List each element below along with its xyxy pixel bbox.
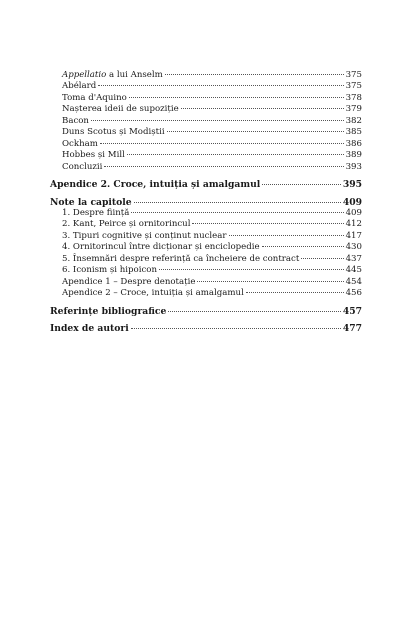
dot-leader (91, 120, 344, 121)
dot-leader (131, 212, 343, 213)
dot-leader (192, 223, 343, 224)
toc-heading (50, 306, 362, 317)
toc-heading-title: Note la capitole (50, 196, 132, 208)
toc-entry-title: Toma d'Aquino (62, 92, 127, 103)
toc-entry (50, 139, 362, 150)
table-of-contents (50, 70, 362, 335)
dot-leader (159, 269, 344, 270)
toc-page-number: 389 (345, 150, 362, 161)
toc-entry (50, 150, 362, 161)
toc-page-number: 379 (345, 104, 362, 115)
dot-leader (168, 311, 340, 312)
dot-leader (104, 166, 343, 167)
toc-entry-title: 1. Despre ființă (62, 207, 130, 218)
toc-page-number: 375 (345, 70, 362, 80)
toc-entry-title: Bacon (62, 115, 89, 126)
dot-leader (98, 85, 343, 86)
toc-heading-title: Apendice 2. Croce, intuiția și amalgamul (50, 179, 261, 191)
toc-page-number: 409 (345, 207, 362, 218)
toc-page-number: 412 (345, 219, 362, 230)
toc-entry (50, 127, 362, 138)
toc-entry (50, 277, 362, 288)
toc-page-number: 395 (342, 179, 362, 191)
toc-entry (50, 162, 362, 173)
toc-entry (50, 104, 362, 115)
toc-page-number: 454 (345, 276, 362, 287)
dot-leader (246, 292, 344, 293)
toc-entry-title: 3. Tipuri cognitive și conținut nuclear (62, 230, 227, 241)
dot-leader (301, 258, 343, 259)
toc-heading (50, 197, 362, 208)
toc-entry (50, 93, 362, 104)
toc-entry-title: Hobbes și Mill (62, 150, 125, 161)
toc-entry (50, 70, 362, 81)
toc-page-number: 385 (345, 127, 362, 138)
toc-entry-title: 5. Însemnări despre referință ca încheiere de contract (62, 253, 300, 264)
toc-entry-title: 2. Kant, Peirce și ornitorincul (62, 219, 191, 230)
toc-entry-title: 4. Ornitorincul între dicționar și enciclopedie (62, 242, 260, 253)
dot-leader (197, 281, 343, 282)
toc-page-number: 456 (345, 288, 362, 299)
dot-leader (127, 154, 344, 155)
toc-page-number: 409 (342, 196, 362, 208)
dot-leader (181, 108, 344, 109)
dot-leader (134, 202, 341, 203)
toc-entry (50, 208, 362, 219)
toc-entry-title: Ockham (62, 138, 98, 149)
toc-page-number: 457 (342, 305, 362, 317)
toc-entry (50, 231, 362, 242)
toc-heading-title: Referințe bibliografice (50, 305, 167, 317)
toc-page-number: 430 (345, 242, 362, 253)
toc-entry-title: Duns Scotus și Modiștii (62, 127, 165, 138)
toc-page-number: 437 (345, 253, 362, 264)
dot-leader (129, 97, 344, 98)
toc-entry-title: Abélard (62, 81, 97, 92)
toc-heading (50, 323, 362, 334)
toc-entry (50, 116, 362, 127)
toc-entry (50, 242, 362, 253)
toc-page-number: 445 (345, 265, 362, 276)
toc-page-number: 386 (345, 138, 362, 149)
toc-page-number: 382 (345, 115, 362, 126)
toc-entry (50, 81, 362, 92)
toc-entry (50, 265, 362, 276)
toc-entry-title: Appellatio a lui Anselm (62, 70, 163, 80)
toc-page-number: 393 (345, 161, 362, 172)
dot-leader (131, 328, 341, 329)
toc-entry-title: 6. Iconism și hipoicon (62, 265, 158, 276)
toc-page-number: 378 (345, 92, 362, 103)
dot-leader (262, 184, 341, 185)
toc-entry-title: Concluzii (62, 161, 103, 172)
dot-leader (167, 131, 344, 132)
toc-entry (50, 219, 362, 230)
toc-entry-title: Apendice 1 – Despre denotație (62, 276, 196, 287)
toc-heading-title: Index de autori (50, 323, 129, 335)
dot-leader (229, 235, 344, 236)
dot-leader (262, 246, 344, 247)
toc-entry (50, 288, 362, 299)
toc-page-number: 477 (342, 323, 362, 335)
toc-heading (50, 179, 362, 190)
toc-page-number: 375 (345, 81, 362, 92)
toc-page-number: 417 (345, 230, 362, 241)
toc-entry (50, 254, 362, 265)
dot-leader (165, 74, 344, 75)
toc-entry-title: Nașterea ideii de supoziție (62, 104, 179, 115)
dot-leader (100, 143, 344, 144)
toc-entry-title: Apendice 2 – Croce, intuiția și amalgamul (62, 288, 244, 299)
